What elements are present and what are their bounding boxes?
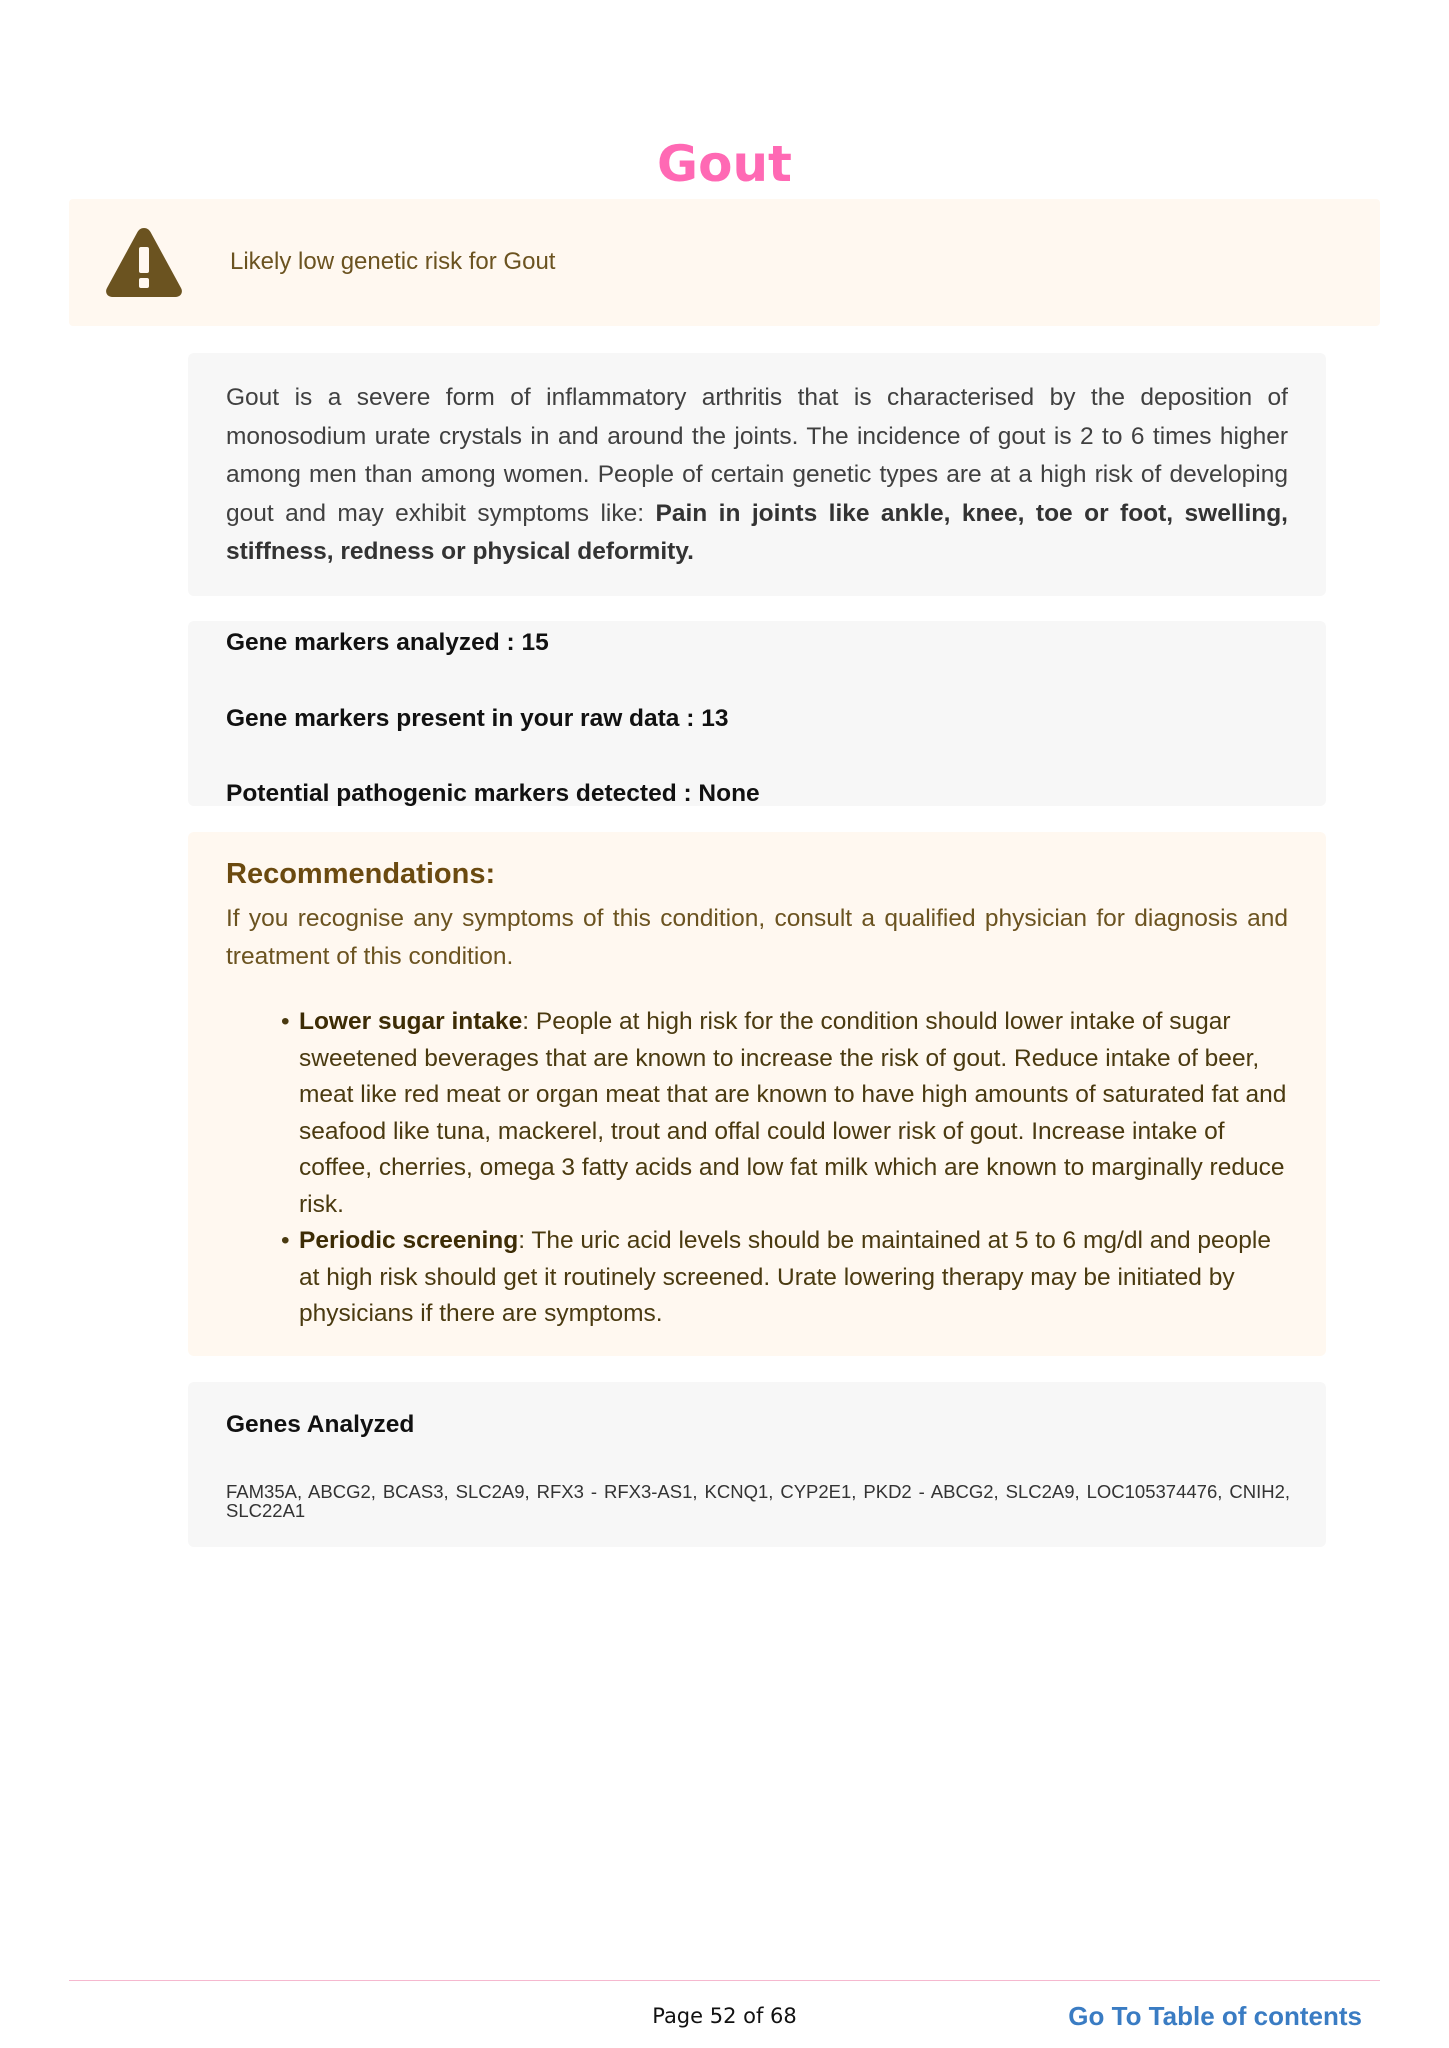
risk-status-text: Likely low genetic risk for Gout	[230, 248, 556, 275]
list-item	[281, 1004, 1288, 1223]
table-of-contents-link[interactable]: Go To Table of contents	[1068, 2001, 1362, 2031]
markers-present: Gene markers present in your raw data : 13	[226, 705, 729, 732]
recommendation-title: Periodic screening	[299, 1227, 519, 1254]
description-paragraph	[226, 379, 1288, 572]
page-title: Gout	[657, 135, 792, 193]
recommendation-text: : People at high risk for the condition should lower intake of sugar sweetened beverages that are known to increase the risk of gout. Reduce intake of beer, meat like red meat or organ meat that are known to have high amounts of saturated fat and seafood like tuna, mackerel, trout and offal could lower risk of gout. Increase intake of coffee, cherries, omega 3 fatty acids and low fat milk which are known to marginally reduce risk.	[299, 1008, 1287, 1218]
gene-markers-summary	[188, 621, 1326, 806]
genes-list: FAM35A, ABCG2, BCAS3, SLC2A9, RFX3 - RFX3-AS1, KCNQ1, CYP2E1, PKD2 - ABCG2, SLC2A9, LOC105374476, CNIH2, SLC22A1	[226, 1481, 1290, 1521]
condition-description	[188, 353, 1326, 596]
warning-icon	[105, 225, 183, 299]
markers-analyzed: Gene markers analyzed : 15	[226, 629, 549, 656]
recommendation-text: : The uric acid levels should be maintained at 5 to 6 mg/dl and people at high risk should get it routinely screened. Urate lowering therapy may be initiated by physicians if there are symptoms.	[299, 1227, 1271, 1327]
recommendation-title: Lower sugar intake	[299, 1008, 523, 1035]
description-text: Gout is a severe form of inflammatory arthritis that is characterised by the deposition of monosodium urate crystals in and around the joints. The incidence of gout is 2 to 6 times higher among men than among women. People of certain genetic types are at a high risk of developing gout and may exhibit symptoms like:	[226, 384, 1288, 527]
recommendations-list	[226, 1004, 1288, 1333]
list-item	[281, 1223, 1288, 1333]
markers-pathogenic: Potential pathogenic markers detected : None	[226, 780, 760, 807]
risk-banner	[69, 199, 1380, 326]
genes-analyzed-box	[188, 1382, 1326, 1547]
footer-divider	[69, 1980, 1380, 1981]
recommendations-box	[188, 832, 1326, 1356]
recommendations-intro: If you recognise any symptoms of this condition, consult a qualified physician for diagnosis and treatment of this condition.	[226, 905, 1288, 970]
description-symptoms: Pain in joints like ankle, knee, toe or foot, swelling, stiffness, redness or physical deformity.	[226, 499, 1288, 565]
recommendations-heading: Recommendations:	[226, 858, 496, 890]
page-number: Page 52 of 68	[652, 2004, 797, 2028]
genes-heading: Genes Analyzed	[226, 1411, 415, 1438]
